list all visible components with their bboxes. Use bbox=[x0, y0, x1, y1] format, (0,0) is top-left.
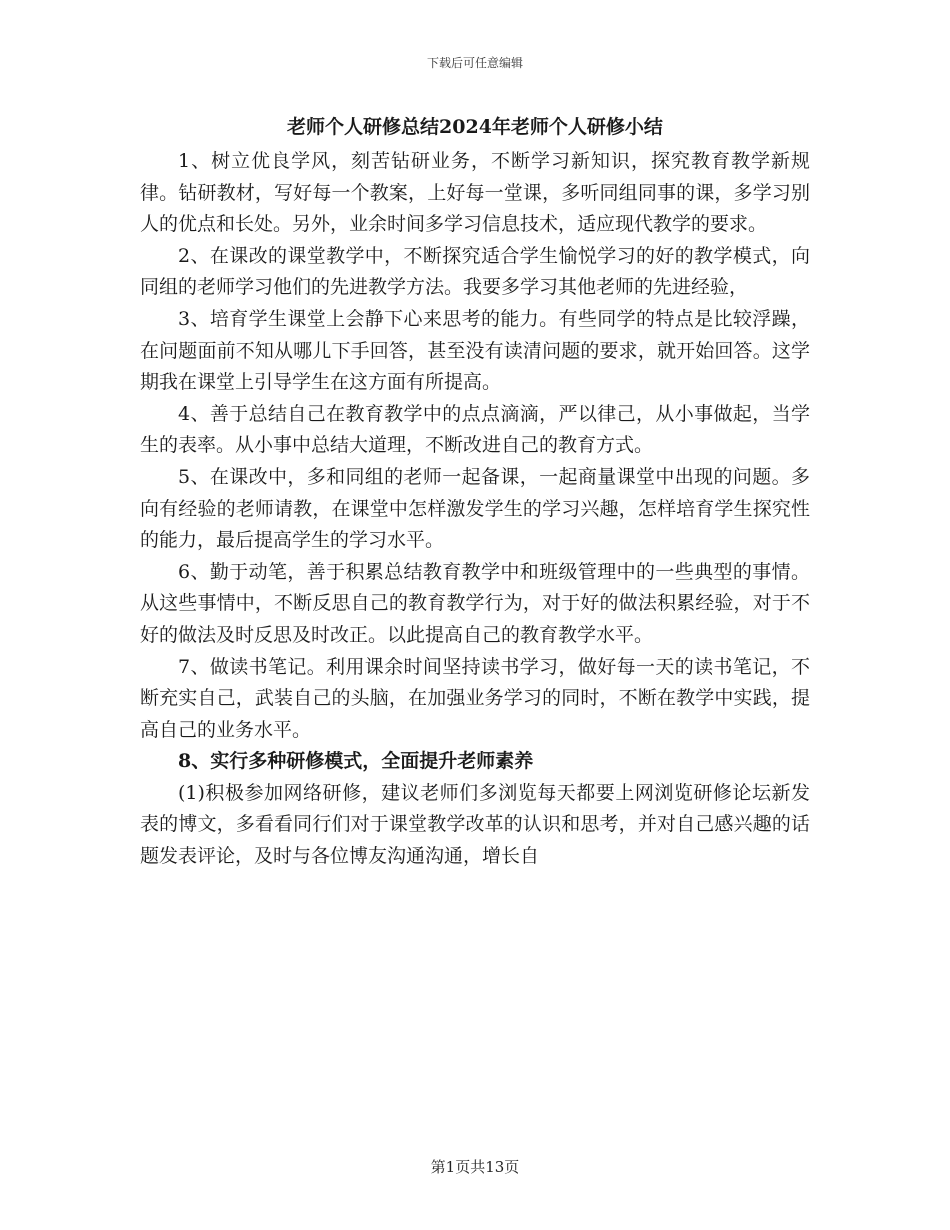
paragraph-6: 6、勤于动笔，善于积累总结教育教学中和班级管理中的一些典型的事情。从这些事情中，不断反思自己的教育教学行为，对于好的做法积累经验，对于不好的做法及时反思及时改正。以此提高自己的教育教学水平。 bbox=[140, 560, 810, 646]
document-body bbox=[140, 146, 810, 873]
page-footer: 第1页共13页 bbox=[430, 1158, 520, 1176]
paragraph-2: 2、在课改的课堂教学中，不断探究适合学生愉悦学习的好的教学模式，向同组的老师学习他们的先进教学方法。我要多学习其他老师的先进经验， bbox=[140, 244, 810, 299]
paragraph-7: 7、做读书笔记。利用课余时间坚持读书学习，做好每一天的读书笔记，不断充实自己，武装自己的头脑，在加强业务学习的同时，不断在教学中实践，提高自己的业务水平。 bbox=[140, 655, 810, 741]
paragraph-4: 4、善于总结自己在教育教学中的点点滴滴，严以律己，从小事做起，当学生的表率。从小事中总结大道理，不断改进自己的教育方式。 bbox=[140, 402, 810, 457]
paragraph-8-1: (1)积极参加网络研修，建议老师们多浏览每天都要上网浏览研修论坛新发表的博文，多看看同行们对于课堂教学改革的认识和思考，并对自己感兴趣的话题发表评论，及时与各位博友沟通沟通，增长自 bbox=[140, 781, 810, 868]
paragraph-5: 5、在课改中，多和同组的老师一起备课，一起商量课堂中出现的问题。多向有经验的老师请教，在课堂中怎样激发学生的学习兴趣，怎样培育学生探究性的能力，最后提高学生的学习水平。 bbox=[140, 465, 810, 552]
paragraph-3: 3、培育学生课堂上会静下心来思考的能力。有些同学的特点是比较浮躁，在问题面前不知从哪儿下手回答，甚至没有读清问题的要求，就开始回答。这学期我在课堂上引导学生在这方面有所提高。 bbox=[140, 307, 810, 394]
paragraph-1: 1、树立优良学风，刻苦钻研业务，不断学习新知识，探究教育教学新规律。钻研教材，写好每一个教案，上好每一堂课，多听同组同事的课，多学习别人的优点和长处。另外，业余时间多学习信息技术，适应现代教学的要求。 bbox=[140, 150, 810, 236]
section-heading-8: 8、实行多种研修模式，全面提升老师素养 bbox=[178, 750, 534, 773]
document-title: 老师个人研修总结2024年老师个人研修小结 bbox=[287, 116, 663, 138]
header-note: 下载后可任意编辑 bbox=[426, 56, 523, 70]
